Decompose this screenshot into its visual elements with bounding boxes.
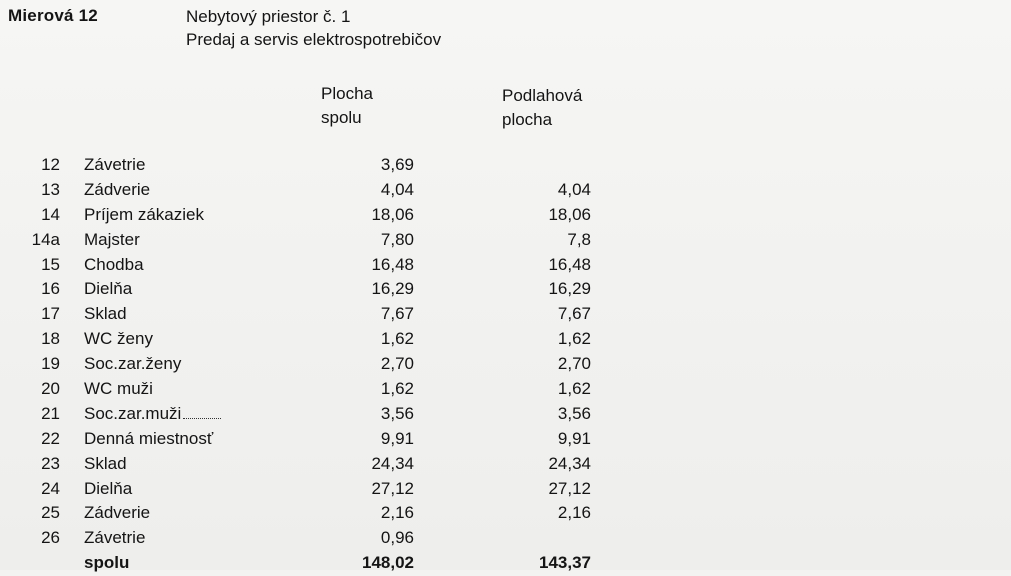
floor-area-value: 2,16 [557, 503, 591, 523]
room-name-text: Denná miestnosť [84, 428, 214, 448]
total-area-value: 0,96 [380, 528, 414, 548]
room-number: 16 [41, 279, 60, 299]
floor-area-value: 24,34 [548, 453, 591, 473]
totals-row [0, 551, 700, 576]
room-name [84, 501, 150, 526]
room-number: 13 [41, 179, 60, 199]
total-area-value: 1,62 [380, 379, 414, 399]
room-name [84, 277, 132, 302]
dotted-underline [183, 408, 221, 419]
table-row [0, 452, 700, 477]
table-row [0, 526, 700, 551]
space-title: Nebytový priestor č. 1 [186, 7, 351, 26]
room-number: 24 [41, 478, 60, 498]
room-name-text: Chodba [84, 254, 144, 274]
room-name-text: Dielňa [84, 478, 133, 498]
table-row [0, 277, 700, 302]
room-name [84, 228, 140, 253]
room-name [84, 327, 153, 352]
floor-area-value: 7,67 [557, 304, 591, 324]
floor-area-value: 2,70 [557, 354, 591, 374]
floor-area-value: 16,29 [548, 279, 591, 299]
room-name-text: Zádverie [84, 503, 151, 523]
room-name-text: Soc.zar.muži [84, 403, 182, 423]
room-name [84, 402, 221, 427]
table-row [0, 327, 700, 352]
table-row [0, 153, 700, 178]
total-area-value: 2,70 [380, 354, 414, 374]
floor-area-value: 9,91 [557, 428, 591, 448]
room-name-text: WC muži [84, 379, 153, 399]
room-name-text: Príjem zákaziek [84, 204, 204, 224]
table-row [0, 352, 700, 377]
table-row [0, 402, 700, 427]
room-number: 15 [41, 254, 60, 274]
column-header-line: Podlahová [502, 86, 583, 105]
total-area-value: 16,48 [371, 254, 414, 274]
column-header-line: Plocha [321, 84, 373, 103]
room-name-text: Majster [84, 229, 140, 249]
floor-area-value: 1,62 [557, 329, 591, 349]
total-area-value: 1,62 [380, 329, 414, 349]
room-name [84, 427, 213, 452]
room-name-text: WC ženy [84, 329, 153, 349]
room-name-text: Sklad [84, 304, 127, 324]
room-name-text: Zádverie [84, 179, 151, 199]
total-area-sum: 148,02 [362, 553, 414, 573]
total-area-value: 3,69 [380, 155, 414, 174]
total-area-value: 4,04 [380, 179, 414, 199]
floor-area-value: 3,56 [557, 403, 591, 423]
room-number: 19 [41, 354, 60, 374]
room-number: 20 [41, 379, 60, 399]
floor-area-value: 27,12 [548, 478, 591, 498]
table-row [0, 228, 700, 253]
room-name [84, 477, 132, 502]
floor-area-value: 18,06 [548, 204, 591, 224]
table-row [0, 178, 700, 203]
table-row [0, 253, 700, 278]
total-area-value: 2,16 [380, 503, 414, 523]
room-number: 14a [31, 229, 60, 249]
room-table [0, 153, 700, 576]
total-area-value: 7,67 [380, 304, 414, 324]
room-name-text: Dielňa [84, 279, 133, 299]
room-name [84, 352, 181, 377]
column-header-floor-area [502, 84, 582, 132]
total-area-value: 18,06 [371, 204, 414, 224]
room-name [84, 377, 153, 402]
room-number: 22 [41, 428, 60, 448]
column-header-line: spolu [321, 108, 362, 127]
room-number: 12 [41, 155, 60, 174]
table-row [0, 427, 700, 452]
room-number: 23 [41, 453, 60, 473]
floor-area-value: 4,04 [557, 179, 591, 199]
room-name-text: Sklad [84, 453, 127, 473]
room-name [84, 253, 144, 278]
floor-area-sum: 143,37 [539, 553, 591, 573]
room-number: 17 [41, 304, 60, 324]
table-row [0, 477, 700, 502]
total-area-value: 7,80 [380, 229, 414, 249]
table-row [0, 203, 700, 228]
floor-area-value: 7,8 [567, 229, 591, 249]
table-row [0, 501, 700, 526]
room-name [84, 302, 127, 327]
room-number: 25 [41, 503, 60, 523]
total-area-value: 24,34 [371, 453, 414, 473]
room-name-text: Závetrie [84, 528, 146, 548]
table-row [0, 302, 700, 327]
space-subtitle: Predaj a servis elektrospotrebičov [186, 30, 442, 49]
room-name [84, 153, 145, 178]
room-name [84, 203, 204, 228]
floor-area-value: 1,62 [557, 379, 591, 399]
room-name [84, 526, 145, 551]
total-area-value: 9,91 [380, 428, 414, 448]
column-header-line: plocha [502, 110, 553, 129]
table-row [0, 377, 700, 402]
total-area-value: 3,56 [380, 403, 414, 423]
room-name-text: Závetrie [84, 155, 146, 174]
room-number: 18 [41, 329, 60, 349]
room-name [84, 178, 150, 203]
total-area-value: 16,29 [371, 279, 414, 299]
room-name-text: Soc.zar.ženy [84, 354, 182, 374]
total-area-value: 27,12 [371, 478, 414, 498]
totals-label: spolu [84, 553, 130, 573]
room-number: 26 [41, 528, 60, 548]
street-address: Mierová 12 [8, 6, 98, 25]
floor-area-value: 16,48 [548, 254, 591, 274]
room-number: 14 [41, 204, 60, 224]
column-header-total-area [321, 82, 373, 130]
room-name [84, 452, 127, 477]
room-number: 21 [41, 403, 60, 423]
